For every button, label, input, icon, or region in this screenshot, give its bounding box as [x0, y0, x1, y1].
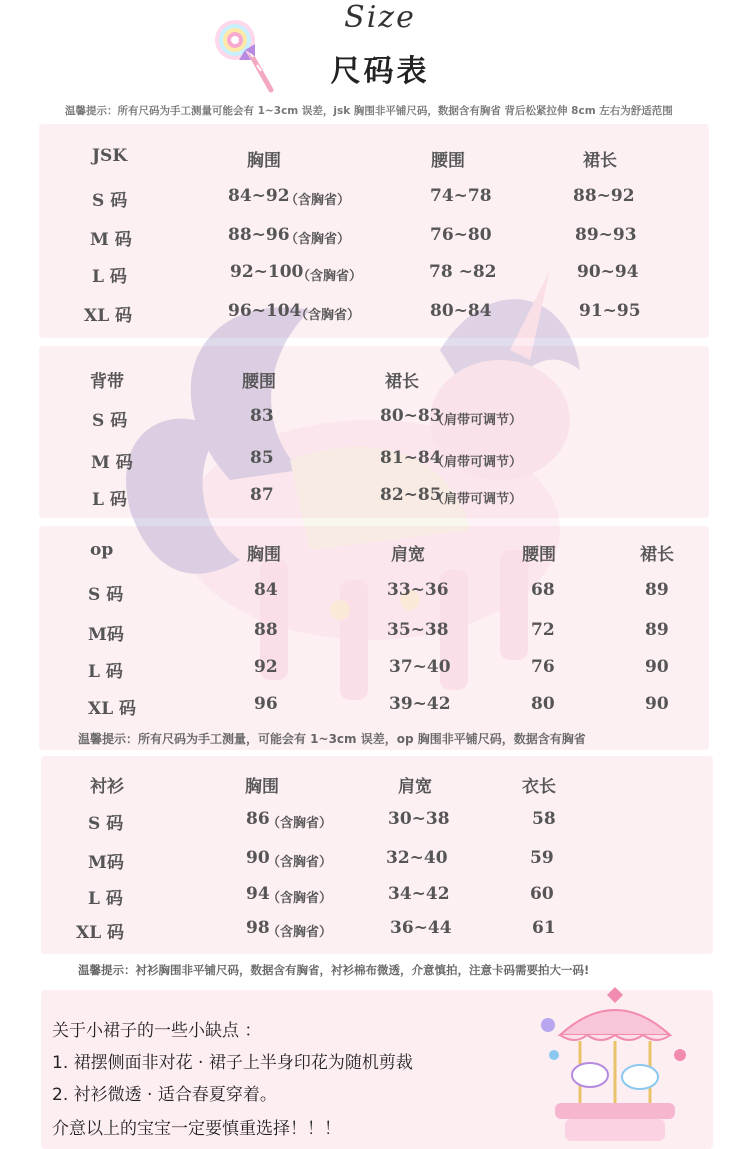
strap-header-waist: 腰围	[242, 372, 276, 392]
jsk-row-length: 90~94	[577, 262, 639, 282]
op-row-waist: 76	[531, 657, 555, 677]
jsk-row-chest: 92~100	[230, 262, 304, 282]
jsk-header-length: 裙长	[583, 151, 617, 171]
shirt-row-length: 61	[532, 918, 556, 938]
jsk-row-chest: 84~92	[228, 186, 290, 206]
jsk-row-length: 89~93	[575, 225, 637, 245]
strap-row-waist: 83	[250, 406, 274, 426]
shirt-header-length: 衣长	[522, 777, 556, 797]
op-row-waist: 72	[531, 620, 555, 640]
jsk-row-chest-note: （含胸省）	[285, 232, 351, 247]
strap-row-size: S 码	[92, 411, 128, 431]
shirt-row-shoulder: 36~44	[390, 918, 452, 938]
page-title-cn: 尺码表	[330, 54, 430, 89]
defects-line-1: 1. 裙摆侧面非对花 · 裙子上半身印花为随机剪裁	[52, 1053, 413, 1073]
op-header-label: op	[90, 540, 114, 560]
shirt-row-chest: 86	[246, 809, 270, 829]
jsk-row-waist: 80~84	[430, 301, 492, 321]
strap-header-label: 背带	[90, 372, 124, 392]
shirt-row-length: 59	[530, 848, 554, 868]
shirt-panel	[41, 756, 713, 954]
strap-row-length: 80~83	[380, 406, 442, 426]
page-title-en: Size	[344, 0, 416, 35]
strap-row-length: 82~85	[380, 485, 442, 505]
jsk-header-chest: 胸围	[247, 151, 281, 171]
shirt-header-shoulder: 肩宽	[398, 777, 432, 797]
jsk-row-chest: 96~104	[228, 301, 302, 321]
jsk-row-length: 91~95	[579, 301, 641, 321]
shirt-header-chest: 胸围	[245, 777, 279, 797]
jsk-row-waist: 76~80	[430, 225, 492, 245]
op-row-length: 89	[645, 580, 669, 600]
op-row-chest: 96	[254, 694, 278, 714]
op-row-waist: 80	[531, 694, 555, 714]
shirt-row-shoulder: 34~42	[388, 884, 450, 904]
op-tip: 温馨提示：所有尺码为手工测量，可能会有 1~3cm 误差，op 胸围非平铺尺码，数据含有胸省	[78, 732, 586, 746]
jsk-row-chest-note: （含胸省）	[295, 308, 361, 323]
op-row-size: L 码	[88, 662, 123, 682]
op-row-shoulder: 33~36	[387, 580, 449, 600]
jsk-row-waist: 74~78	[430, 186, 492, 206]
shirt-row-shoulder: 32~40	[386, 848, 448, 868]
op-row-size: M码	[88, 625, 124, 645]
shirt-header-label: 衬衫	[90, 777, 124, 797]
op-row-chest: 84	[254, 580, 278, 600]
op-row-length: 89	[645, 620, 669, 640]
op-row-shoulder: 35~38	[387, 620, 449, 640]
strap-row-waist: 85	[250, 448, 274, 468]
jsk-row-size: L 码	[92, 267, 127, 287]
shirt-row-size: S 码	[88, 814, 124, 834]
shirt-tip: 温馨提示：衬衫胸围非平铺尺码，数据含有胸省，衬衫棉布微透，介意慎拍，注意卡码需要拍大一码!	[78, 963, 590, 977]
op-row-shoulder: 39~42	[389, 694, 451, 714]
jsk-row-chest-note: （含胸省）	[285, 193, 351, 208]
op-header-length: 裙长	[640, 545, 674, 565]
op-header-shoulder: 肩宽	[391, 545, 425, 565]
defects-line-3: 介意以上的宝宝一定要慎重选择！！！	[52, 1119, 341, 1139]
shirt-row-shoulder: 30~38	[388, 809, 450, 829]
lollipop-icon	[205, 14, 285, 94]
jsk-row-chest: 88~96	[228, 225, 290, 245]
jsk-header-label: JSK	[92, 146, 128, 166]
op-row-length: 90	[645, 657, 669, 677]
header-tip: 温馨提示：所有尺码为手工测量可能会有 1~3cm 误差，jsk 胸围非平铺尺码，数据含有胸省 背后松紧拉伸 8cm 左右为舒适范围	[65, 105, 673, 117]
strap-row-length: 81~84	[380, 448, 442, 468]
strap-row-size: L 码	[92, 490, 127, 510]
jsk-row-size: XL 码	[84, 306, 133, 326]
carousel-illustration	[540, 985, 690, 1147]
op-row-size: XL 码	[88, 699, 137, 719]
strap-row-size: M 码	[91, 453, 133, 473]
defects-line-2: 2. 衬衫微透 · 适合春夏穿着。	[52, 1085, 277, 1105]
jsk-header-waist: 腰围	[431, 151, 465, 171]
shirt-row-chest-note: （含胸省）	[267, 925, 333, 940]
shirt-row-length: 60	[530, 884, 554, 904]
shirt-row-chest-note: （含胸省）	[267, 891, 333, 906]
shirt-row-chest: 98	[246, 918, 270, 938]
op-row-shoulder: 37~40	[389, 657, 451, 677]
strap-row-note: （肩带可调节）	[431, 413, 523, 428]
op-row-waist: 68	[531, 580, 555, 600]
jsk-row-chest-note: （含胸省）	[297, 269, 363, 284]
defects-title: 关于小裙子的一些小缺点 ：	[52, 1021, 262, 1041]
jsk-row-size: S 码	[92, 191, 128, 211]
strap-row-waist: 87	[250, 485, 274, 505]
shirt-row-size: M码	[88, 853, 124, 873]
strap-header-length: 裙长	[385, 372, 419, 392]
op-row-size: S 码	[88, 585, 124, 605]
op-row-chest: 92	[254, 657, 278, 677]
op-header-waist: 腰围	[522, 545, 556, 565]
jsk-row-waist: 78 ~82	[429, 262, 497, 282]
jsk-row-size: M 码	[90, 230, 132, 250]
shirt-row-size: XL 码	[76, 923, 125, 943]
strap-row-note: （肩带可调节）	[431, 455, 523, 470]
shirt-row-chest-note: （含胸省）	[267, 816, 333, 831]
shirt-row-size: L 码	[88, 889, 123, 909]
op-row-chest: 88	[254, 620, 278, 640]
op-row-length: 90	[645, 694, 669, 714]
jsk-row-length: 88~92	[573, 186, 635, 206]
strap-row-note: （肩带可调节）	[431, 492, 523, 507]
shirt-row-length: 58	[532, 809, 556, 829]
shirt-row-chest-note: （含胸省）	[267, 855, 333, 870]
op-header-chest: 胸围	[247, 545, 281, 565]
shirt-row-chest: 94	[246, 884, 270, 904]
shirt-row-chest: 90	[246, 848, 270, 868]
